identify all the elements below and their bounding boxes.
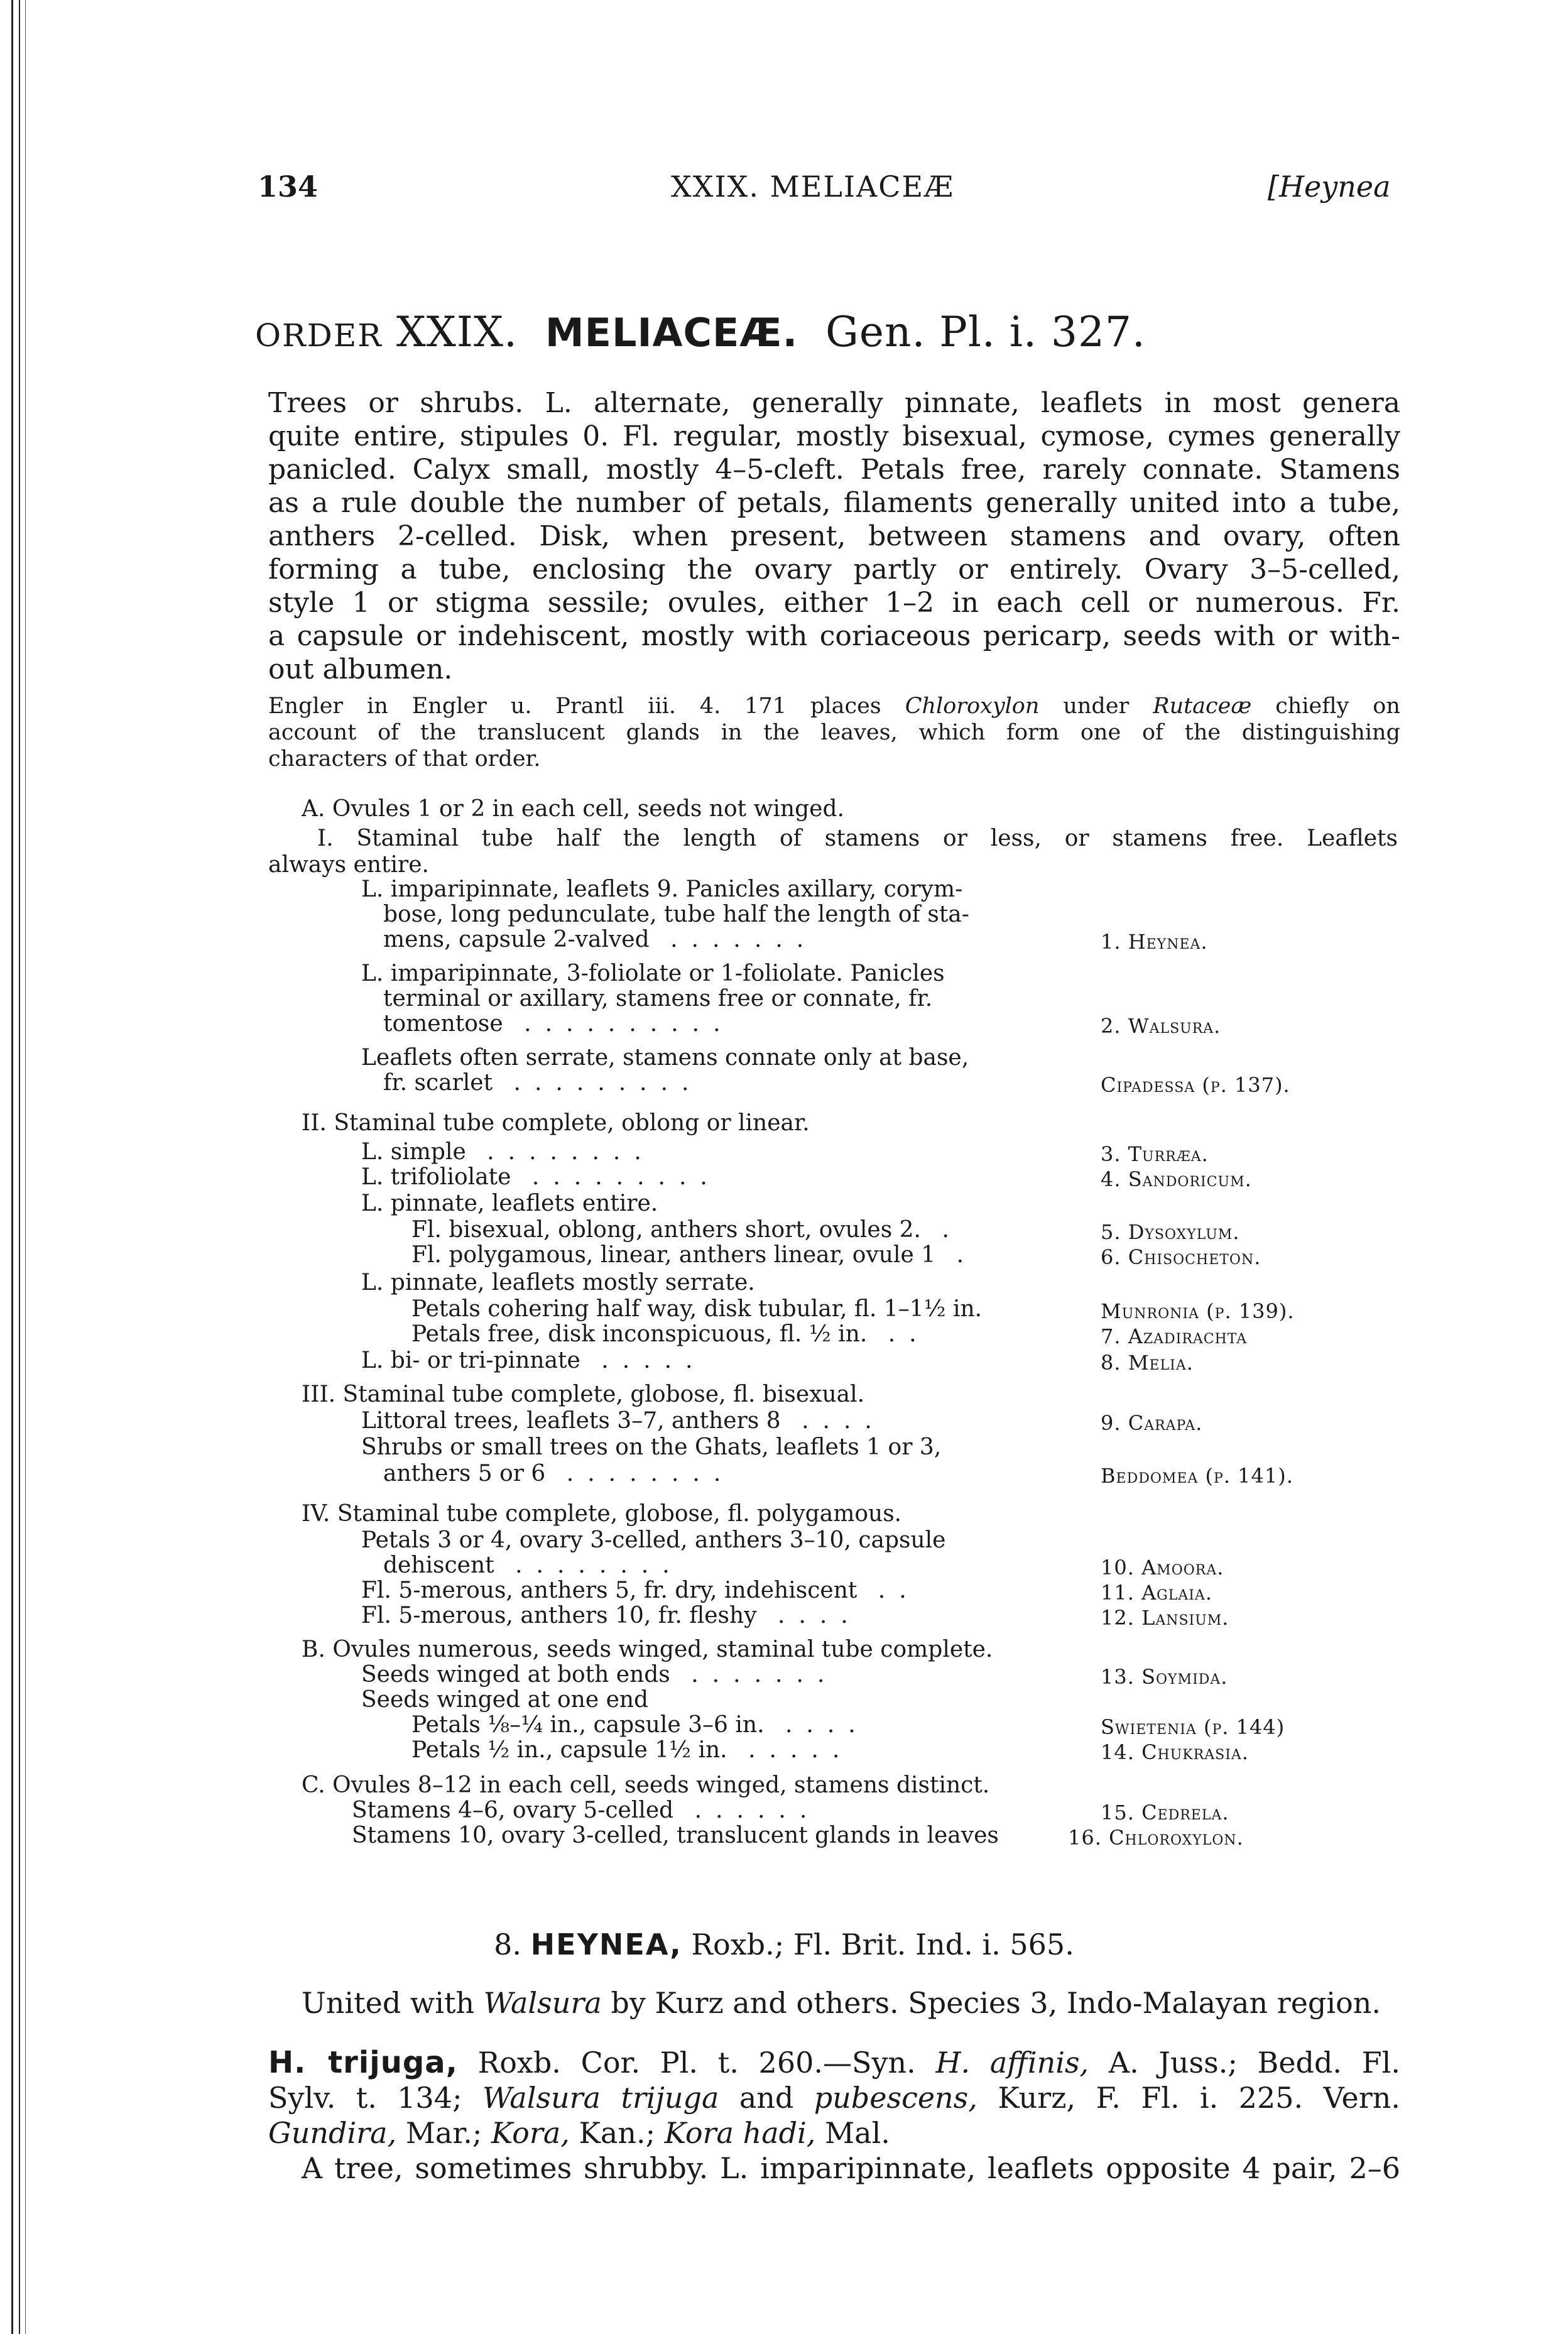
genus-ref: Swietenia (p. 144) <box>1101 1715 1285 1739</box>
family-name: MELIACEÆ. <box>545 310 798 356</box>
key-line: terminal or axillary, stamens free or connate, fr. <box>383 986 933 1012</box>
genus-ref: 5. Dysoxylum. <box>1101 1220 1240 1244</box>
key-line: Seeds winged at both ends ....... <box>361 1662 839 1688</box>
key-line: fr. scarlet ......... <box>383 1070 703 1096</box>
key-line: dehiscent ........ <box>383 1552 683 1578</box>
key-line: II. Staminal tube complete, oblong or linear. <box>302 1110 810 1136</box>
order-numeral: XXIX. <box>396 308 518 356</box>
genus-note: United with Walsura by Kurz and others. Species 3, Indo-Malayan region. <box>302 1986 1381 2020</box>
text-line: a capsule or indehiscent, mostly with coriaceous pericarp, seeds with or with- <box>268 620 1400 652</box>
key-line: Littoral trees, leaflets 3–7, anthers 8 .... <box>361 1408 886 1434</box>
key-line: L. pinnate, leaflets entire. <box>361 1191 658 1216</box>
genus-ref: 6. Chisocheton. <box>1101 1245 1261 1269</box>
species-line: A tree, sometimes shrubby. L. imparipinnate, leaflets opposite 4 pair, 2–6 <box>302 2151 1400 2185</box>
running-title: XXIX. MELIACEÆ <box>671 170 955 204</box>
key-line: mens, capsule 2-valved ....... <box>383 927 818 952</box>
key-line: C. Ovules 8–12 in each cell, seeds winged, stamens distinct. <box>302 1772 990 1798</box>
note-line: account of the translucent glands in the leaves, which form one of the distinguishing <box>268 720 1400 745</box>
genus-ref: Beddomea (p. 141). <box>1101 1464 1293 1488</box>
genus-name: HEYNEA, <box>530 1928 682 1961</box>
text-line: as a rule double the number of petals, filaments generally united into a tube, <box>268 487 1400 519</box>
key-line: Petals free, disk inconspicuous, fl. ½ in. .. <box>411 1321 930 1347</box>
genus-ref: 1. Heynea. <box>1101 930 1208 954</box>
text-line: quite entire, stipules 0. Fl. regular, mostly bisexual, cymose, cymes generally <box>268 420 1400 452</box>
genus-ref: Cipadessa (p. 137). <box>1101 1073 1290 1097</box>
text-line: out albumen. <box>268 653 453 685</box>
genus-ref: 13. Soymida. <box>1101 1665 1228 1689</box>
page-number: 134 <box>258 170 318 204</box>
genus-ref: 16. Chloroxylon. <box>1068 1826 1244 1850</box>
engler-note <box>268 693 1400 772</box>
species-line: Sylv. t. 134; Walsura trijuga and pubescens, Kurz, F. Fl. i. 225. Vern. <box>268 2081 1400 2115</box>
key-line: I. Staminal tube half the length of stamens or less, or stamens free. Leaflets <box>317 826 1398 851</box>
genus-ref: 9. Carapa. <box>1101 1411 1203 1435</box>
key-line: Seeds winged at one end <box>361 1687 649 1713</box>
text-line: Trees or shrubs. L. alternate, generally pinnate, leaflets in most genera <box>268 387 1400 419</box>
key-line: Stamens 10, ovary 3-celled, translucent glands in leaves <box>352 1823 999 1848</box>
key-line: Petals ⅛–¼ in., capsule 3–6 in. .... <box>411 1712 869 1738</box>
note-line: Engler in Engler u. Prantl iii. 4. 171 places Chloroxylon under Rutaceæ chiefly on <box>268 694 1400 719</box>
key-line: Fl. polygamous, linear, anthers linear, ovule 1 . <box>411 1242 978 1268</box>
key-line: IV. Staminal tube complete, globose, fl. polygamous. <box>302 1501 902 1527</box>
text-line: style 1 or stigma sessile; ovules, either 1–2 in each cell or numerous. Fr. <box>268 587 1400 619</box>
family-description <box>268 386 1400 686</box>
genus-ref: 3. Turræa. <box>1101 1142 1209 1166</box>
key-line: L. imparipinnate, 3-foliolate or 1-foliolate. Panicles <box>361 961 945 986</box>
species-line: Gundira, Mar.; Kora, Kan.; Kora hadi, Mal. <box>268 2116 890 2150</box>
key-line: always entire. <box>268 852 429 878</box>
key-line: Fl. 5-merous, anthers 10, fr. fleshy .... <box>361 1603 862 1628</box>
key-line: L. imparipinnate, leaflets 9. Panicles axillary, corym- <box>361 876 963 902</box>
genus-ref: 15. Cedrela. <box>1101 1801 1229 1824</box>
key-line: L. simple ........ <box>361 1139 655 1165</box>
key-line: Leaflets often serrate, stamens connate only at base, <box>361 1045 969 1071</box>
genus-ref: 4. Sandoricum. <box>1101 1167 1252 1191</box>
genus-ref: 12. Lansium. <box>1101 1606 1229 1630</box>
species-entry <box>268 2045 1400 2186</box>
key-line: Fl. 5-merous, anthers 5, fr. dry, indehiscent .. <box>361 1578 920 1603</box>
key-line: Stamens 4–6, ovary 5-celled ...... <box>352 1797 821 1823</box>
genus-ref: Munronia (p. 139). <box>1101 1299 1295 1323</box>
key-line: Shrubs or small trees on the Ghats, leaflets 1 or 3, <box>361 1434 942 1460</box>
genus-ref: 10. Amoora. <box>1101 1556 1224 1579</box>
genus-ref: 2. Walsura. <box>1101 1014 1221 1038</box>
genus-heading: 8. HEYNEA, Roxb.; Fl. Brit. Ind. i. 565. <box>494 1928 1074 1961</box>
key-line: bose, long pedunculate, tube half the length of sta- <box>383 902 969 927</box>
key-line: L. trifoliolate ......... <box>361 1164 721 1190</box>
key-line: Petals cohering half way, disk tubular, fl. 1–1½ in. <box>411 1296 983 1322</box>
text-line: anthers 2-celled. Disk, when present, between stamens and ovary, often <box>268 520 1400 552</box>
key-line: B. Ovules numerous, seeds winged, staminal tube complete. <box>302 1637 993 1662</box>
order-word: ORDER <box>255 317 383 354</box>
genus-ref: 11. Aglaia. <box>1101 1581 1212 1605</box>
text-line: panicled. Calyx small, mostly 4–5-cleft. Petals free, rarely connate. Stamens <box>268 454 1400 486</box>
running-genus: [Heynea <box>1268 170 1391 204</box>
key-line: L. pinnate, leaflets mostly serrate. <box>361 1270 755 1295</box>
note-line: characters of that order. <box>268 746 541 772</box>
key-line: Petals ½ in., capsule 1½ in. ..... <box>411 1737 854 1763</box>
key-line: III. Staminal tube complete, globose, fl. bisexual. <box>302 1382 865 1407</box>
genus-ref: 7. Azadirachta <box>1101 1324 1248 1348</box>
genus-ref: 8. Melia. <box>1101 1351 1194 1375</box>
key-line: L. bi- or tri-pinnate ..... <box>361 1348 707 1373</box>
key-line: A. Ovules 1 or 2 in each cell, seeds not winged. <box>302 796 844 822</box>
text-line: forming a tube, enclosing the ovary partly or entirely. Ovary 3–5-celled, <box>268 554 1400 586</box>
order-reference: Gen. Pl. i. 327. <box>825 308 1146 356</box>
key-line: tomentose .......... <box>383 1011 734 1037</box>
key-line: Petals 3 or 4, ovary 3-celled, anthers 3–10, capsule <box>361 1527 946 1553</box>
key-line: anthers 5 or 6 ........ <box>383 1461 735 1486</box>
species-name: H. trijuga, <box>268 2045 458 2080</box>
key-line: Fl. bisexual, oblong, anthers short, ovules 2. . <box>411 1217 963 1243</box>
species-line: H. trijuga, Roxb. Cor. Pl. t. 260.—Syn. H. affinis, A. Juss.; Bedd. Fl. <box>268 2045 1401 2080</box>
order-title <box>0 308 1401 356</box>
genus-ref: 14. Chukrasia. <box>1101 1740 1249 1764</box>
